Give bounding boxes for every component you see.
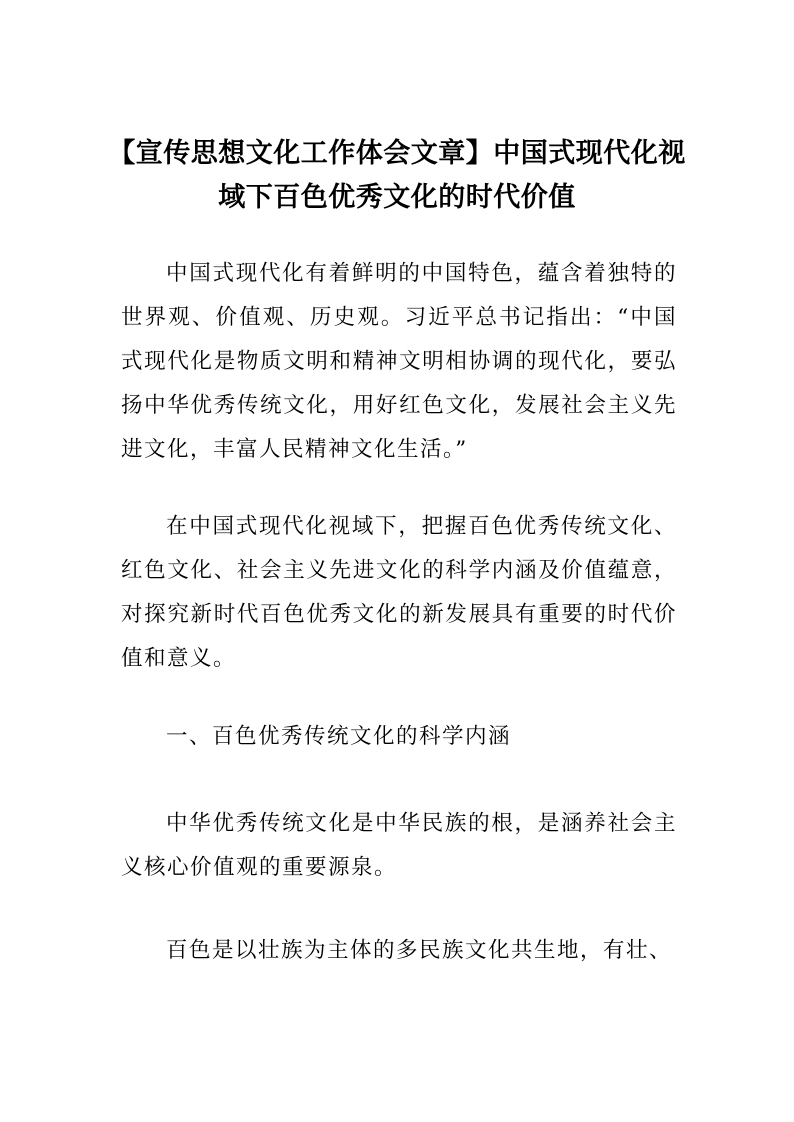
paragraph-intro: 中国式现代化有着鲜明的中国特色，蕴含着独特的世界观、价值观、历史观。习近平总书记指出：“中国式现代化是物质文明和精神文明相协调的现代化，要弘扬中华优秀传统文化，用好红色文化，发展社会主义先进文化，丰富人民精神文化生活。” <box>121 261 677 462</box>
paragraph-traditional-culture: 中华优秀传统文化是中华民族的根，是涵养社会主义核心价值观的重要源泉。 <box>121 811 677 880</box>
section-heading: 一、百色优秀传统文化的科学内涵 <box>166 724 512 749</box>
document-title: 【宣传思想文化工作体会文章】中国式现代化视域下百色优秀文化的时代价值 <box>108 138 686 213</box>
paragraph-context: 在中国式现代化视域下，把握百色优秀传统文化、红色文化、社会主义先进文化的科学内涵及价值蕴意，对探究新时代百色优秀文化的新发展具有重要的时代价值和意义。 <box>121 514 677 671</box>
paragraph-baise: 百色是以壮族为主体的多民族文化共生地，有壮、 <box>166 938 673 963</box>
